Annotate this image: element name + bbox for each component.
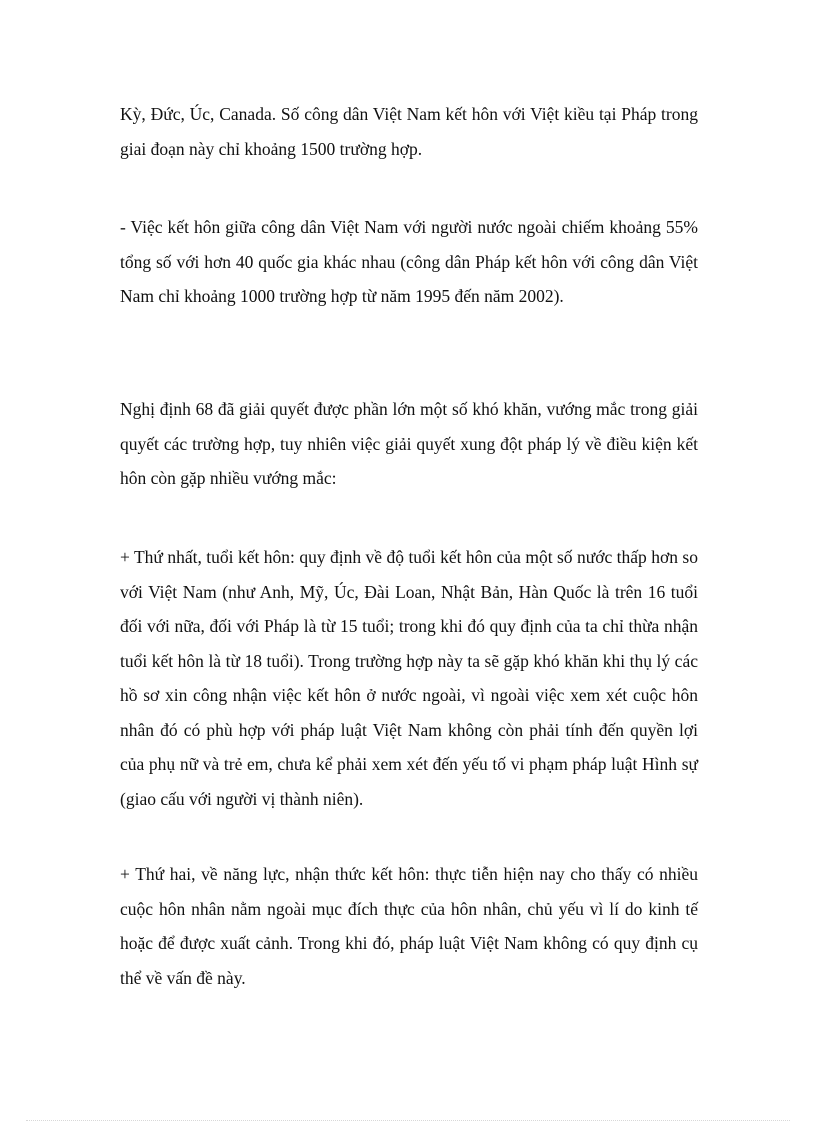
paragraph-marriage-capacity: + Thứ hai, về năng lực, nhận thức kết hôn: thực tiễn hiện nay cho thấy có nhiều cuộc hôn nhân nằm ngoài mục đích thực của hôn nhân, chủ yếu vì lí do kinh tế hoặc để được xuất cảnh. Trong khi đó, pháp luật Việt Nam không có quy định cụ thể về vấn đề này. — [120, 864, 698, 988]
paragraph-marriage-age: + Thứ nhất, tuổi kết hôn: quy định về độ tuổi kết hôn của một số nước thấp hơn so với Việt Nam (như Anh, Mỹ, Úc, Đài Loan, Nhật Bản, Hàn Quốc là trên 16 tuổi đối với nữa, đối với Pháp là từ 15 tuổi; trong khi đó quy định của ta chỉ thừa nhận tuổi kết hôn là từ 18 tuổi). Trong trường hợp này ta sẽ gặp khó khăn khi thụ lý các hồ sơ xin công nhận việc kết hôn ở nước ngoài, vì ngoài việc xem xét cuộc hôn nhân đó có phù hợp với pháp luật Việt Nam không còn phải tính đến quyền lợi của phụ nữ và trẻ em, chưa kể phải xem xét đến yếu tố vi phạm pháp luật Hình sự (giao cấu với người vị thành niên). — [120, 547, 698, 809]
paragraph-continuation: Kỳ, Đức, Úc, Canada. Số công dân Việt Nam kết hôn với Việt kiều tại Pháp trong giai đoạn này chỉ khoảng 1500 trường hợp. — [120, 104, 698, 159]
paragraph-bullet-marriage-statistics: - Việc kết hôn giữa công dân Việt Nam với người nước ngoài chiếm khoảng 55% tổng số với hơn 40 quốc gia khác nhau (công dân Pháp kết hôn với công dân Việt Nam chỉ khoảng 1000 trường hợp từ năm 1995 đến năm 2002). — [120, 217, 698, 306]
page-bottom-divider — [26, 1120, 790, 1121]
paragraph-decree-68: Nghị định 68 đã giải quyết được phần lớn một số khó khăn, vướng mắc trong giải quyết các trường hợp, tuy nhiên việc giải quyết xung đột pháp lý về điều kiện kết hôn còn gặp nhiều vướng mắc: — [120, 399, 698, 488]
